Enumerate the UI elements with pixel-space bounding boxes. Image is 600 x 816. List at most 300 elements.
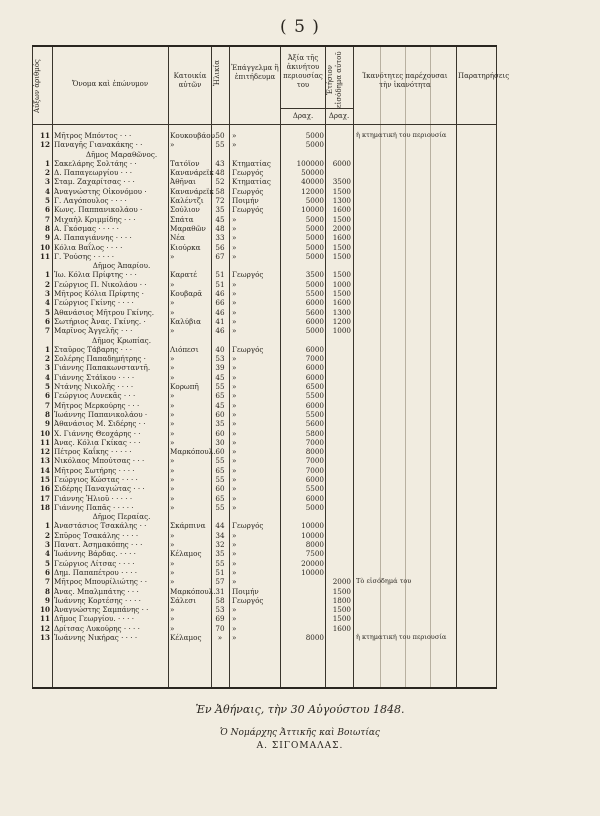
age: 34 — [215, 530, 225, 540]
age: 35 — [215, 549, 225, 559]
profession: » — [232, 577, 237, 587]
annual-income: 1600 — [332, 233, 351, 243]
profession: » — [232, 279, 237, 289]
profession: » — [232, 456, 237, 466]
header-name: Ὄνομα καὶ ἐπώνυμον — [71, 80, 149, 88]
person-name: Μαρῖνος Ἀγγελῆς · · · — [54, 326, 133, 336]
row-number: 7 — [44, 326, 50, 336]
row-number: 4 — [44, 186, 50, 196]
annual-income: 1500 — [332, 289, 351, 299]
profession: » — [232, 474, 237, 484]
person-name: Ἀναστάσιος Τσακάλης · · — [54, 521, 147, 531]
age: 55 — [215, 382, 225, 392]
person-name: Γεώργιος Γκίνης · · · · — [54, 298, 134, 308]
annual-income: 1600 — [332, 298, 351, 308]
property-value: 8000 — [305, 540, 324, 550]
profession: » — [232, 251, 237, 261]
age: 57 — [215, 577, 225, 587]
age: 55 — [215, 502, 225, 512]
residence: » — [170, 540, 175, 550]
age: 65 — [215, 465, 225, 475]
residence: Κορωπῆ — [170, 382, 199, 392]
person-name: Γιάννης Παπᾶς · · · · · — [54, 502, 134, 512]
age: 55 — [215, 474, 225, 484]
age: 65 — [215, 391, 225, 401]
currency-rule — [280, 108, 353, 109]
residence: » — [170, 326, 175, 336]
person-name: Δρίτσας Λυκούρης · · · · — [54, 623, 140, 633]
age: 46 — [215, 289, 225, 299]
age: 67 — [215, 251, 225, 261]
profession: » — [232, 298, 237, 308]
residence: » — [170, 354, 175, 364]
age: 58 — [215, 595, 225, 605]
age: 56 — [215, 242, 225, 252]
header-annual-income: Ἐτήσιον εἰσόδημα αὐτοῦ — [326, 51, 343, 109]
residence: Καλέντζι — [170, 196, 204, 206]
table-top-rule — [32, 45, 497, 47]
table-row — [32, 419, 497, 428]
profession: » — [232, 549, 237, 559]
table-row — [32, 521, 497, 530]
residence: Κουβαρᾶ — [170, 289, 203, 299]
row-number: 7 — [44, 214, 50, 224]
person-name: Ἀθανάσιος Μῆτρου Γκίνης. — [54, 307, 155, 317]
row-number: 8 — [44, 409, 50, 419]
residence: » — [170, 605, 175, 615]
table-row — [32, 577, 497, 586]
profession: » — [232, 502, 237, 512]
age: 31 — [215, 586, 225, 596]
page-number: ( 5 ) — [280, 17, 320, 37]
table-row — [32, 168, 497, 177]
person-name: Μῆτρος Κόλια Πρίφτης · — [54, 289, 144, 299]
row-number: 2 — [44, 279, 50, 289]
person-name: Ἀνας. Μπαλμπάτης · · · — [54, 586, 139, 596]
property-value: 5800 — [305, 428, 324, 438]
person-name: Μῆτρος Μπουρίλιώτης · · — [54, 577, 148, 587]
property-value: 20000 — [301, 558, 324, 568]
age: 40 — [215, 344, 225, 354]
property-value: 5000 — [305, 279, 324, 289]
residence: » — [170, 437, 175, 447]
person-name: Ἀθανάσιος Μ. Σιδέρης · · — [54, 419, 146, 429]
person-name: Μιχαὴλ Κριμμίδης · · · — [54, 214, 136, 224]
table-row — [32, 540, 497, 549]
residence: » — [170, 474, 175, 484]
age: 51 — [215, 279, 225, 289]
table-row — [32, 354, 497, 363]
age: 46 — [215, 326, 225, 336]
age: 35 — [215, 419, 225, 429]
profession: » — [232, 530, 237, 540]
header-currency: Δραχ. — [292, 112, 314, 120]
property-value: 8000 — [305, 447, 324, 457]
property-value: 5000 — [305, 251, 324, 261]
table-row — [32, 503, 497, 512]
row-number: 4 — [44, 372, 50, 382]
table-row — [32, 410, 497, 419]
row-number: 17 — [39, 493, 50, 503]
table-row — [32, 484, 497, 493]
residence: Καρατέ — [170, 270, 198, 280]
profession: » — [232, 233, 237, 243]
person-name: Γεώργιος Κώστας · · · · — [54, 474, 138, 484]
residence: » — [170, 279, 175, 289]
row-number: 1 — [44, 270, 50, 280]
property-value: 5500 — [305, 484, 324, 494]
district-heading — [32, 150, 497, 159]
table-row — [32, 373, 497, 382]
residence: » — [170, 493, 175, 503]
person-name: Χ. Γιάννης Θεοχάρης · · — [54, 428, 141, 438]
property-value: 5000 — [305, 502, 324, 512]
property-value: 7000 — [305, 354, 324, 364]
property-value: 10000 — [301, 521, 324, 531]
age: 48 — [215, 223, 225, 233]
row-number: 16 — [39, 484, 50, 494]
row-number: 9 — [44, 233, 50, 243]
residence: Κιούρκα — [170, 242, 201, 252]
row-number: 7 — [44, 400, 50, 410]
profession: » — [232, 419, 237, 429]
row-number: 10 — [39, 428, 50, 438]
table-row — [32, 298, 497, 307]
table-row — [32, 159, 497, 168]
table-row — [32, 549, 497, 558]
age: 45 — [215, 372, 225, 382]
row-number: 6 — [44, 391, 50, 401]
district-name: Δῆμος Κρωπίας. — [92, 335, 151, 345]
row-number: 8 — [44, 586, 50, 596]
table-row — [32, 196, 497, 205]
row-number: 1 — [44, 158, 50, 168]
row-number: 6 — [44, 567, 50, 577]
age: 32 — [215, 540, 225, 550]
person-name: Κόλια Βαΐλος · · · · — [54, 242, 123, 252]
table-row — [32, 624, 497, 633]
annual-income: 1300 — [332, 196, 351, 206]
property-value: 6000 — [305, 400, 324, 410]
person-name: Σακελάρης Σολτάης · · — [54, 158, 137, 168]
residence: » — [170, 502, 175, 512]
age: 51 — [215, 270, 225, 280]
profession: Γεωργός — [232, 186, 264, 196]
age: 41 — [215, 316, 225, 326]
table-row — [32, 131, 497, 140]
property-value: 5000 — [305, 131, 324, 140]
residence: Μαρκόπουλ. — [170, 447, 216, 457]
annual-income: 6000 — [332, 158, 351, 168]
residence: » — [170, 558, 175, 568]
profession: » — [232, 465, 237, 475]
residence: Σκάρπινα — [170, 521, 206, 531]
profession: Κτηματίας — [232, 158, 271, 168]
person-name: Σταῦρος Τάβαρης · · · — [54, 344, 133, 354]
age: 53 — [215, 354, 225, 364]
profession: » — [232, 558, 237, 568]
district-name: Δῆμος Ἀπαρίου. — [92, 261, 151, 271]
annual-income: 1200 — [332, 316, 351, 326]
property-value: 5500 — [305, 289, 324, 299]
profession: » — [232, 131, 237, 140]
table-row — [32, 466, 497, 475]
property-value: 5500 — [305, 391, 324, 401]
residence: Καλύβια — [170, 316, 201, 326]
age: 55 — [215, 558, 225, 568]
header-currency: Δραχ. — [328, 112, 350, 120]
profession: Γεωργός — [232, 205, 264, 215]
table-row — [32, 447, 497, 456]
person-name: Κωνς. Παππανικολάου · — [54, 205, 143, 215]
residence: » — [170, 391, 175, 401]
profession: » — [232, 363, 237, 373]
residence: Τατόϊον — [170, 158, 200, 168]
table-row — [32, 438, 497, 447]
property-value: 50000 — [301, 168, 324, 178]
person-name: Δῆμος Γεωργίου. · · · · — [54, 614, 134, 624]
row-number: 9 — [44, 419, 50, 429]
property-value: 7000 — [305, 456, 324, 466]
age: 69 — [215, 614, 225, 624]
table-row — [32, 587, 497, 596]
property-value: 6000 — [305, 474, 324, 484]
profession: » — [232, 289, 237, 299]
residence: Σούλιον — [170, 205, 200, 215]
property-value: 5000 — [305, 196, 324, 206]
age: 45 — [215, 214, 225, 224]
row-number: 11 — [39, 614, 50, 624]
table-row — [32, 280, 497, 289]
profession: » — [232, 223, 237, 233]
district-heading — [32, 261, 497, 270]
age: 35 — [215, 205, 225, 215]
signoff-date: Ἐν Ἀθήναις, τὴν 30 Αὐγούστου 1848. — [195, 703, 405, 716]
profession: » — [232, 605, 237, 615]
property-value: 7500 — [305, 549, 324, 559]
profession: » — [232, 493, 237, 503]
property-value: 5000 — [305, 140, 324, 150]
annual-income: 1500 — [332, 214, 351, 224]
age: 72 — [215, 196, 225, 206]
remark: ἡ κτηματική του περιουσία — [356, 633, 447, 642]
property-value: 100000 — [296, 158, 324, 168]
profession: » — [232, 623, 237, 633]
person-name: Ἀνας. Κόλια Γκίκας · · · — [54, 437, 141, 447]
annual-income: 1600 — [332, 205, 351, 215]
row-number: 14 — [39, 465, 50, 475]
residence: » — [170, 428, 175, 438]
person-name: Ἰω. Κόλια Πρίφτης · · · — [54, 270, 137, 280]
property-value: 8000 — [305, 633, 324, 643]
profession: » — [232, 567, 237, 577]
row-number: 11 — [39, 437, 50, 447]
person-name: Ἰωάννης Νικήρας · · · · — [54, 633, 138, 643]
residence: Κανανάρεϊκ — [170, 186, 214, 196]
person-name: Ντάνης Νικολῆς · · · · — [54, 382, 134, 392]
row-number: 11 — [39, 251, 50, 261]
age: 60 — [215, 447, 225, 457]
age: 66 — [215, 298, 225, 308]
residence: Σάλεσι — [170, 595, 196, 605]
table-row — [32, 494, 497, 503]
profession: Ποιμήν — [232, 586, 259, 596]
person-name: Α. Παπαγιάννης · · · · — [54, 233, 132, 243]
residence: Μαραθῶν — [170, 223, 206, 233]
property-value: 6500 — [305, 382, 324, 392]
row-number: 18 — [39, 502, 50, 512]
header-property-value: Ἀξία τῆς ἀκινήτου περιουσίας του — [283, 54, 323, 89]
profession: » — [232, 437, 237, 447]
residence: Σπάτα — [170, 214, 194, 224]
person-name: Γ. Λαγόπουλος · · · · — [54, 196, 127, 206]
residence: » — [170, 363, 175, 373]
property-value: 5000 — [305, 223, 324, 233]
person-name: Σιδέρης Παναγιώτας · · · — [54, 484, 145, 494]
property-value: 6000 — [305, 363, 324, 373]
residence: Λιόπεσι — [170, 344, 199, 354]
residence: » — [170, 577, 175, 587]
person-name: Α. Γκόσμας · · · · · — [54, 223, 119, 233]
residence: Ἀθῆναι — [170, 177, 196, 187]
property-value: 5000 — [305, 242, 324, 252]
age: 43 — [215, 158, 225, 168]
table-row — [32, 317, 497, 326]
profession: » — [232, 484, 237, 494]
residence: » — [170, 298, 175, 308]
age: 46 — [215, 307, 225, 317]
table-row — [32, 243, 497, 252]
profession: Γεωργός — [232, 521, 264, 531]
person-name: Ἰωάννης Βάρδας. · · · · — [54, 549, 136, 559]
header-row-number: Αὐξων ἀριθμός — [33, 59, 41, 113]
property-value: 6000 — [305, 372, 324, 382]
property-value: 5000 — [305, 233, 324, 243]
person-name: Πέτρος Καΐκης · · · · · — [54, 447, 132, 457]
row-number: 8 — [44, 223, 50, 233]
row-number: 15 — [39, 474, 50, 484]
table-row — [32, 456, 497, 465]
annual-income: 3500 — [332, 177, 351, 187]
row-number: 5 — [44, 196, 50, 206]
profession: » — [232, 214, 237, 224]
person-name: Δ. Παπαγεωργίου · · · — [54, 168, 133, 178]
profession: Γεωργός — [232, 168, 264, 178]
header-age: Ἡλικία — [213, 60, 221, 86]
person-name: Γιάννης Ἠλιοῦ · · · · · — [54, 493, 133, 503]
profession: Γεωργός — [232, 270, 264, 280]
person-name: Σολέρης Παπαδημήτρης · — [54, 354, 146, 364]
row-number: 3 — [44, 177, 50, 187]
residence: » — [170, 484, 175, 494]
table-row — [32, 224, 497, 233]
profession: » — [232, 326, 237, 336]
table-row — [32, 596, 497, 605]
profession: » — [232, 316, 237, 326]
table-row — [32, 187, 497, 196]
residence: Κανανάρεϊκ — [170, 168, 214, 178]
profession: » — [232, 382, 237, 392]
property-value: 7000 — [305, 437, 324, 447]
district-heading — [32, 336, 497, 345]
person-name: Γεώργιος Π. Νικολάου · · — [54, 279, 147, 289]
residence: Κουκουβάου. — [170, 131, 218, 140]
residence: » — [170, 372, 175, 382]
person-name: Γ. Ῥούσης · · · · · — [54, 251, 115, 261]
residence: Κέλαμος — [170, 549, 202, 559]
remark: ἡ κτηματική του περιουσία — [356, 131, 447, 139]
residence: » — [170, 465, 175, 475]
profession: Κτηματίας — [232, 177, 271, 187]
header-remarks: Παρατηρήσεις — [458, 72, 510, 80]
row-number: 5 — [44, 382, 50, 392]
property-value: 5500 — [305, 409, 324, 419]
row-number: 5 — [44, 307, 50, 317]
profession: » — [232, 633, 237, 643]
age: 65 — [215, 493, 225, 503]
row-number: 4 — [44, 298, 50, 308]
row-number: 7 — [44, 577, 50, 587]
age: 44 — [215, 521, 225, 531]
profession: » — [232, 140, 237, 150]
person-name: Γεώργιος Λίτσας · · · · — [54, 558, 135, 568]
profession: » — [232, 242, 237, 252]
register-table-body — [32, 131, 497, 642]
age: 55 — [215, 140, 225, 150]
property-value: 5600 — [305, 419, 324, 429]
table-row — [32, 205, 497, 214]
remark: Τὸ εἰσόδημά του — [356, 577, 412, 586]
annual-income: 1600 — [332, 623, 351, 633]
residence: » — [170, 567, 175, 577]
property-value: 10000 — [301, 205, 324, 215]
row-number: 3 — [44, 363, 50, 373]
row-number: 13 — [39, 633, 50, 643]
table-row — [32, 289, 497, 298]
table-row — [32, 531, 497, 540]
signoff-title: Ὁ Νομάρχης Ἀττικῆς καὶ Βοιωτίας — [220, 728, 380, 738]
table-row — [32, 140, 497, 149]
person-name: Δημ. Παπαπέτρου · · · · — [54, 567, 138, 577]
profession: » — [232, 400, 237, 410]
property-value: 3500 — [305, 270, 324, 280]
age: 51 — [215, 567, 225, 577]
person-name: Ἀναγνώστης Σαμπάνης · · — [54, 605, 149, 615]
table-row — [32, 614, 497, 623]
row-number: 2 — [44, 168, 50, 178]
annual-income: 2000 — [332, 223, 351, 233]
row-number: 11 — [39, 131, 50, 140]
age: 55 — [215, 456, 225, 466]
signoff-name: Α. ΣΙΓΟΜΑΛΑΣ. — [256, 741, 344, 751]
profession: » — [232, 540, 237, 550]
table-row — [32, 475, 497, 484]
row-number: 12 — [39, 140, 50, 150]
property-value: 5000 — [305, 214, 324, 224]
annual-income: 1000 — [332, 279, 351, 289]
person-name: Γεώργιος Λυνεκᾶς · · · — [54, 391, 136, 401]
property-value: 6000 — [305, 493, 324, 503]
person-name: Νικόλαος Μπούτσας · · · — [54, 456, 145, 466]
age: 60 — [215, 428, 225, 438]
annual-income: 2000 — [332, 577, 351, 587]
person-name: Σπῦρος Τσακάλης · · · · — [54, 530, 139, 540]
row-number: 1 — [44, 521, 50, 531]
row-number: 12 — [39, 623, 50, 633]
row-number: 1 — [44, 344, 50, 354]
age: 30 — [215, 437, 225, 447]
table-row — [32, 401, 497, 410]
